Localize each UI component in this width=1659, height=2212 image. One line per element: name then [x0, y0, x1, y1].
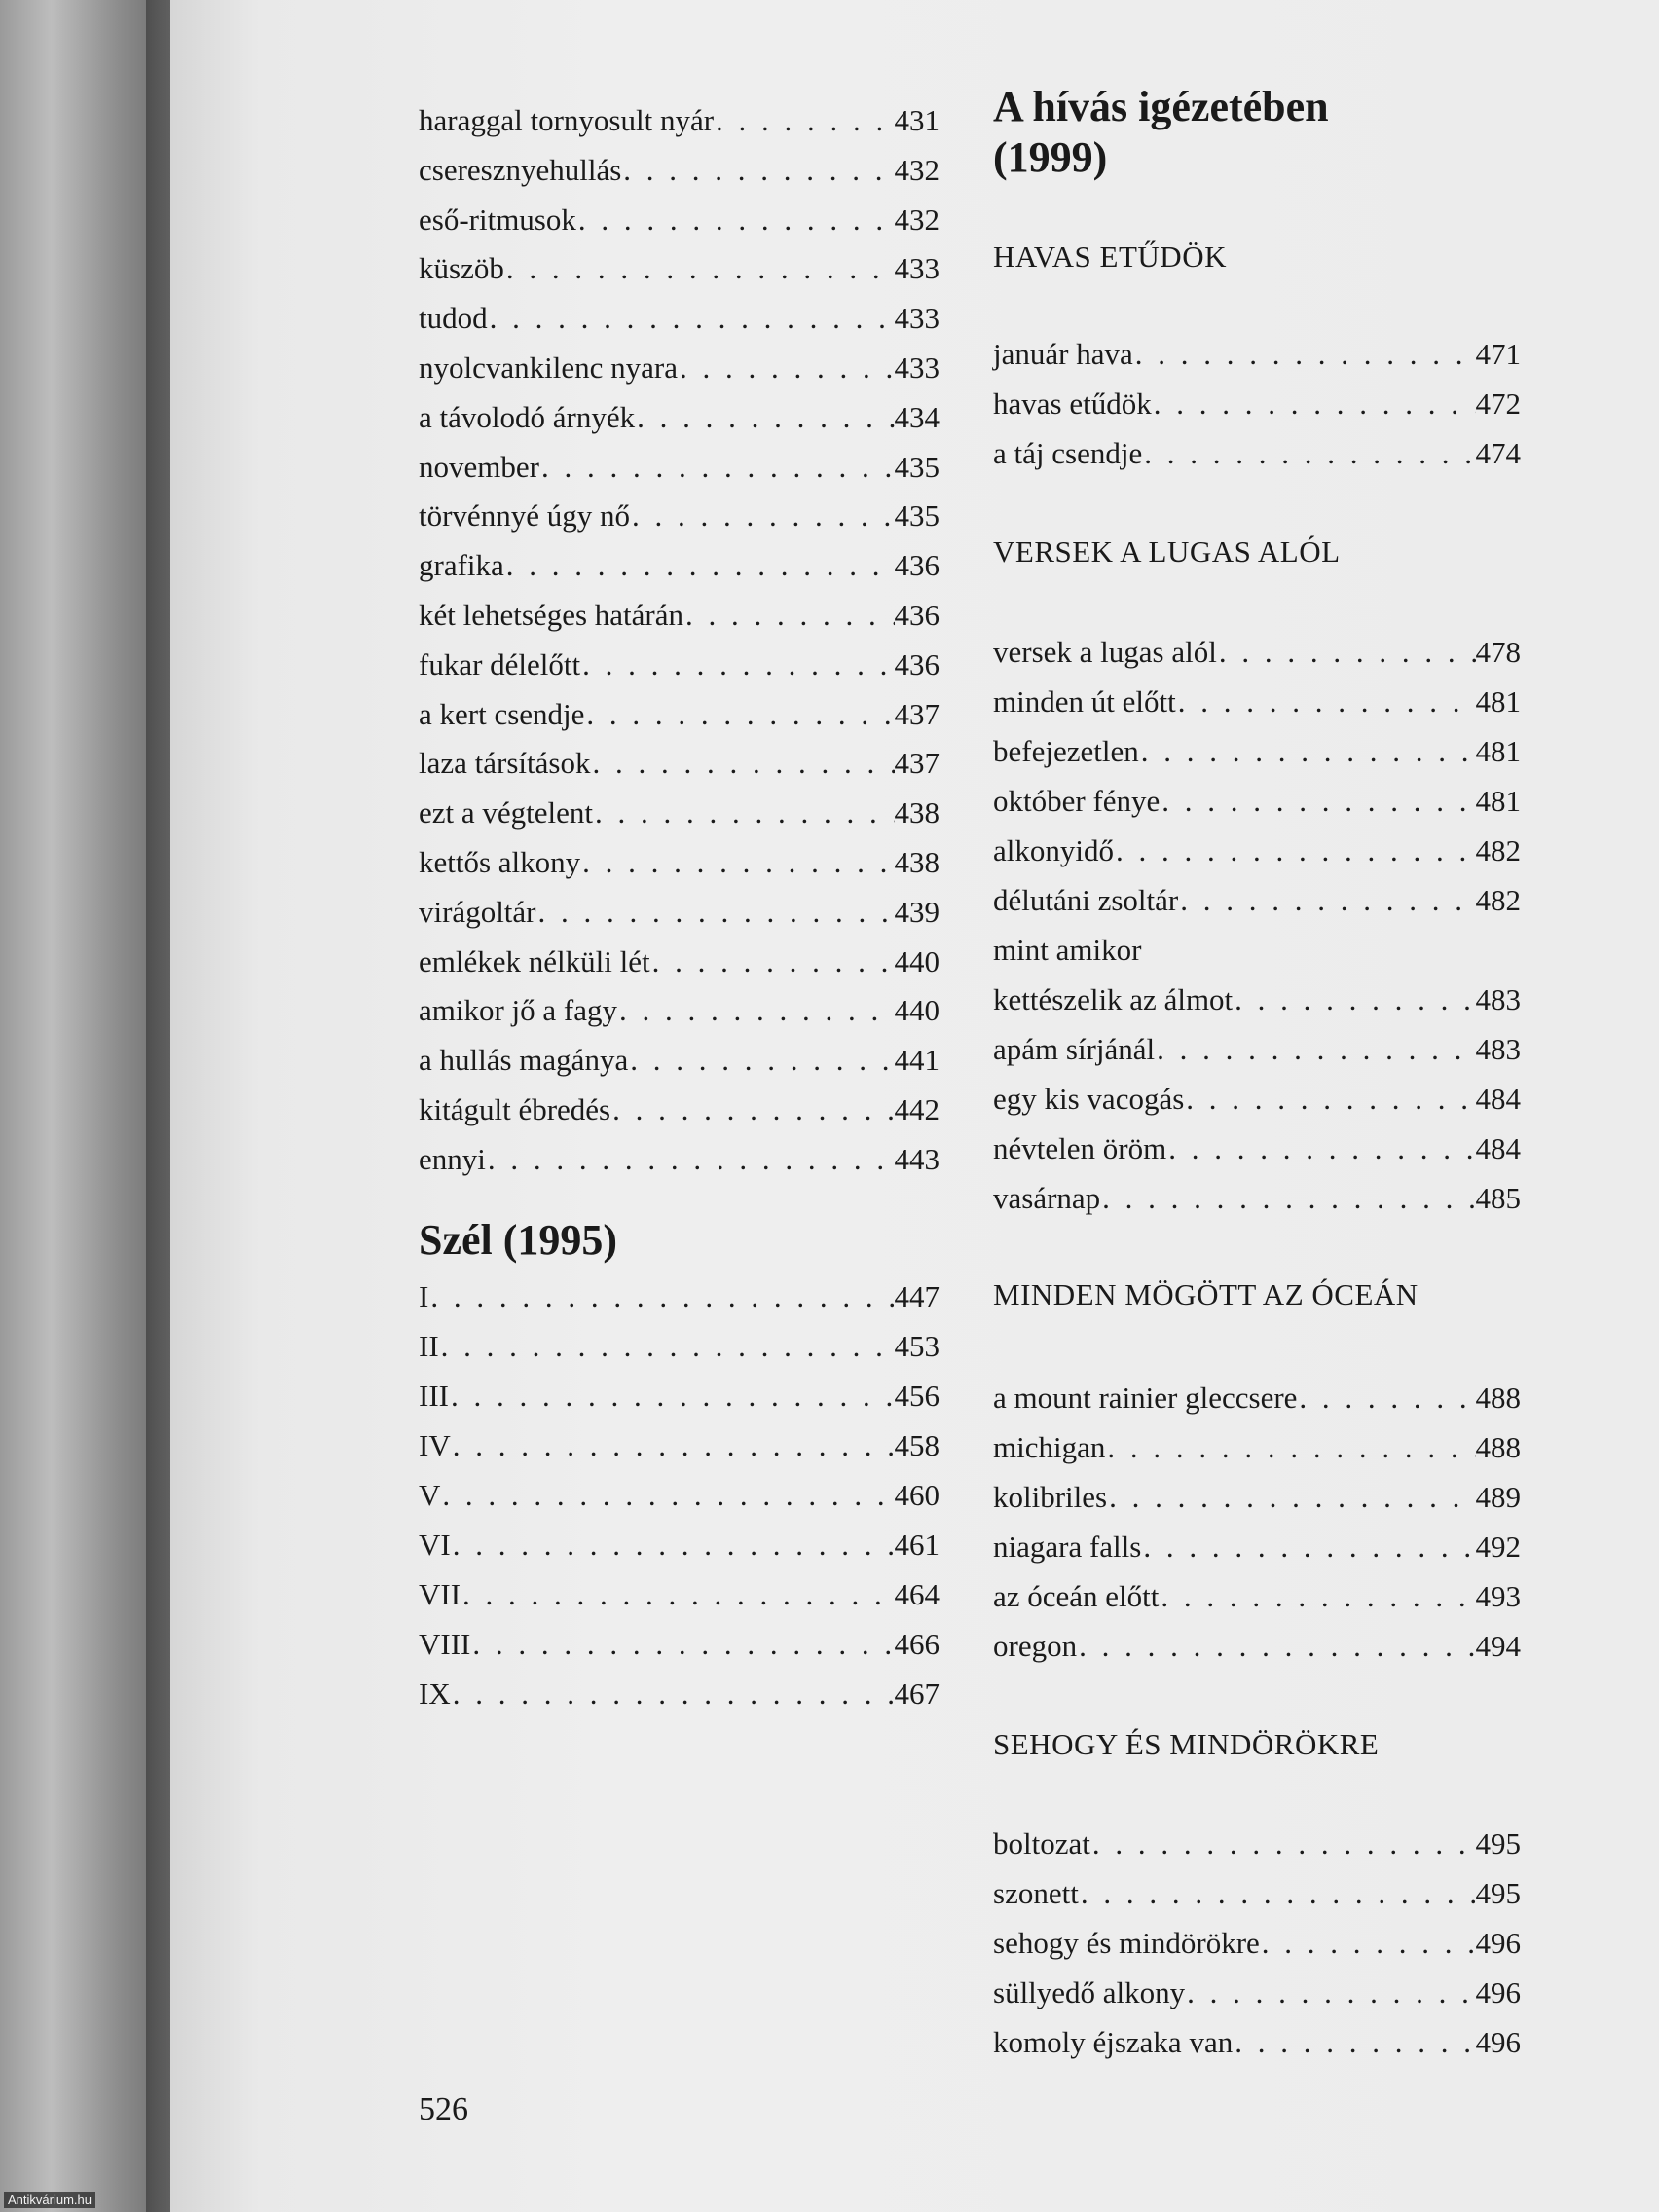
toc-entry-title: fukar délelőtt: [419, 646, 581, 682]
toc-entry-page: 484: [1475, 1082, 1521, 1116]
toc-entry-title: süllyedő alkony: [993, 1975, 1186, 2009]
toc-entry-page: 482: [1475, 833, 1521, 867]
toc-entry: [993, 1078, 1521, 1121]
toc-entry: [993, 333, 1521, 376]
dot-leader: [1166, 1127, 1475, 1170]
dot-leader: [539, 446, 895, 489]
dot-leader: [451, 1673, 895, 1715]
toc-entry-page: 464: [894, 1577, 940, 1611]
toc-entry-page: 496: [1475, 2025, 1521, 2059]
toc-entry-page: 440: [894, 943, 940, 978]
toc-entry-page: 482: [1475, 883, 1521, 917]
toc-entry-page: 438: [894, 845, 940, 879]
toc-entry-page: 435: [894, 498, 940, 534]
toc-entry-page: 436: [894, 548, 940, 583]
dot-leader: [650, 940, 895, 983]
dot-leader: [610, 1088, 894, 1131]
dot-leader: [1185, 1972, 1475, 2014]
toc-entry-title: ennyi: [419, 1141, 486, 1176]
dot-leader: [1090, 1823, 1476, 1865]
dot-leader: [580, 841, 894, 884]
dot-leader: [576, 199, 895, 241]
toc-entry: [419, 544, 940, 587]
toc-entry: [993, 1872, 1521, 1915]
toc-entry: [419, 891, 940, 934]
toc-entry-title: ezt a végtelent: [419, 795, 594, 830]
toc-entry-page: 453: [894, 1329, 940, 1363]
toc-entry-page: 436: [894, 598, 940, 632]
toc-entry-title: grafika: [419, 548, 504, 583]
toc-entry-page: 440: [894, 993, 940, 1028]
toc-entry: [419, 1275, 940, 1318]
toc-entry-title: kolibriles: [993, 1480, 1108, 1514]
toc-entry: [419, 1039, 940, 1082]
toc-entry-title: a mount rainier gleccsere: [993, 1381, 1298, 1415]
toc-entry: [993, 432, 1521, 475]
toc-entry: [993, 681, 1521, 723]
toc-entry-page: 481: [1475, 784, 1521, 818]
toc-entry: [419, 940, 940, 983]
toc-entry: [419, 297, 940, 340]
toc-entry-page: 474: [1475, 436, 1521, 470]
toc-entry-page: 496: [1475, 1975, 1521, 2009]
toc-entry: [419, 247, 940, 290]
toc-entry-title: emlékek nélküli lét: [419, 943, 650, 978]
dot-leader: [590, 742, 894, 785]
toc-entry-title: I: [419, 1279, 429, 1313]
dot-leader: [1107, 1476, 1475, 1519]
toc-entry-title: tudod: [419, 301, 488, 336]
toc-entry-title: laza társítások: [419, 746, 591, 781]
section-title: MINDEN MÖGÖTT AZ ÓCEÁN: [993, 1277, 1419, 1311]
dot-leader: [1141, 1526, 1475, 1568]
toc-entry: [419, 693, 940, 736]
toc-entry: [993, 383, 1521, 425]
toc-entry-page: 431: [894, 103, 940, 137]
toc-entry-page: 438: [894, 795, 940, 830]
book-heading-title: A hívás igézetében: [993, 83, 1329, 130]
dot-leader: [1176, 681, 1476, 723]
dot-leader: [449, 1375, 895, 1418]
toc-entry-page: 447: [894, 1279, 940, 1313]
dot-leader: [683, 594, 895, 637]
toc-entry: [419, 446, 940, 489]
dot-leader: [451, 1524, 895, 1567]
toc-entry-page: 495: [1475, 1876, 1521, 1910]
toc-entry-page: 435: [894, 449, 940, 484]
toc-entry: [419, 989, 940, 1032]
toc-entry-page: 483: [1475, 1032, 1521, 1066]
toc-entry: [993, 780, 1521, 823]
dot-leader: [617, 989, 894, 1032]
dot-leader: [504, 544, 895, 587]
toc-entry-page: 466: [894, 1627, 940, 1661]
toc-entry: [419, 1138, 940, 1181]
dot-leader: [1297, 1377, 1475, 1419]
toc-entry-page: 439: [894, 894, 940, 929]
toc-entry-title: befejezetlen: [993, 734, 1139, 768]
dot-leader: [1160, 780, 1475, 823]
toc-entry-page: 485: [1475, 1181, 1521, 1215]
toc-entry-title: kettészelik az álmot: [993, 982, 1234, 1016]
dot-leader: [678, 347, 895, 389]
toc-entry-title: VI: [419, 1528, 451, 1562]
toc-entry-page: 460: [894, 1478, 940, 1512]
dot-leader: [1233, 2021, 1475, 2064]
toc-entry: [419, 594, 940, 637]
dot-leader: [1155, 1028, 1475, 1071]
toc-entry-page: 456: [894, 1379, 940, 1413]
toc-entry-title: cseresznyehullás: [419, 152, 622, 187]
section-title: HAVAS ETŰDÖK: [993, 240, 1227, 274]
section-title: SEHOGY ÉS MINDÖRÖKRE: [993, 1727, 1380, 1761]
toc-entry: [419, 99, 940, 142]
dot-leader: [1178, 879, 1475, 922]
dot-leader: [635, 396, 894, 439]
dot-leader: [1100, 1177, 1475, 1220]
toc-entry: [993, 1526, 1521, 1568]
dot-leader: [1077, 1625, 1475, 1668]
dot-leader: [628, 1039, 894, 1082]
toc-entry: [993, 1823, 1521, 1865]
toc-entry: [993, 631, 1521, 674]
toc-entry-page: 481: [1475, 684, 1521, 719]
toc-entry-page: 471: [1475, 337, 1521, 371]
toc-entry-title: oregon: [993, 1629, 1078, 1663]
toc-entry-title: boltozat: [993, 1826, 1090, 1861]
toc-entry: [993, 1476, 1521, 1519]
toc-entry-title: a táj csendje: [993, 436, 1143, 470]
dot-leader: [440, 1474, 894, 1517]
toc-entry-title: küszöb: [419, 251, 504, 286]
dot-leader: [584, 693, 894, 736]
toc-entry: [419, 1623, 940, 1666]
toc-entry-page: 432: [894, 152, 940, 187]
dot-leader: [461, 1573, 894, 1616]
toc-entry-title: november: [419, 449, 539, 484]
toc-entry: [419, 742, 940, 785]
toc-entry: [419, 792, 940, 834]
toc-entry: [993, 2021, 1521, 2064]
toc-entry-title: nyolcvankilenc nyara: [419, 350, 678, 385]
toc-entry: [419, 396, 940, 439]
toc-entry-title: VII: [419, 1577, 461, 1611]
dot-leader: [1233, 978, 1475, 1021]
dot-leader: [1105, 1426, 1475, 1469]
toc-entry: [419, 1375, 940, 1418]
dot-leader: [630, 495, 895, 537]
toc-entry-page: 434: [894, 399, 940, 434]
toc-entry-title: a kert csendje: [419, 696, 585, 731]
toc-entry: [993, 978, 1521, 1021]
toc-entry-page: 432: [894, 202, 940, 237]
toc-entry-title: versek a lugas alól: [993, 635, 1217, 669]
toc-entry-title: amikor jő a fagy: [419, 993, 618, 1028]
toc-entry: [419, 1524, 940, 1567]
toc-entry: [993, 1972, 1521, 2014]
toc-entry-title: szonett: [993, 1876, 1079, 1910]
toc-entry: [419, 495, 940, 537]
book-heading-year: (1999): [993, 133, 1108, 181]
toc-entry-title: névtelen öröm: [993, 1131, 1167, 1165]
dot-leader: [714, 99, 894, 142]
dot-leader: [504, 247, 895, 290]
toc-entry-page: 441: [894, 1043, 940, 1078]
toc-entry: [419, 1424, 940, 1467]
toc-entry-title: a hullás magánya: [419, 1043, 629, 1078]
dot-leader: [439, 1325, 895, 1368]
toc-entry-title: január hava: [993, 337, 1133, 371]
toc-entry: [419, 644, 940, 686]
toc-entry: [419, 1325, 940, 1368]
dot-leader: [1159, 1575, 1475, 1618]
toc-entry-title: mint amikor: [993, 933, 1142, 967]
toc-entry-page: 443: [894, 1141, 940, 1176]
toc-entry-title: vasárnap: [993, 1181, 1101, 1215]
toc-entry-page: 488: [1475, 1430, 1521, 1464]
toc-entry: [993, 1377, 1521, 1419]
dot-leader: [451, 1424, 895, 1467]
toc-entry-page: 433: [894, 350, 940, 385]
toc-entry-page: 437: [894, 746, 940, 781]
toc-entry: [419, 841, 940, 884]
dot-leader: [486, 1138, 895, 1181]
dot-leader: [488, 297, 895, 340]
toc-entry-page: 467: [894, 1677, 940, 1711]
dot-leader: [536, 891, 895, 934]
toc-entry-title: apám sírjánál: [993, 1032, 1156, 1066]
toc-entry: [419, 1088, 940, 1131]
toc-entry-title: michigan: [993, 1430, 1106, 1464]
toc-entry: [993, 1177, 1521, 1220]
toc-entry-page: 496: [1475, 1926, 1521, 1960]
toc-entry-title: kitágult ébredés: [419, 1092, 611, 1126]
toc-entry-page: 433: [894, 301, 940, 336]
dot-leader: [621, 149, 894, 192]
toc-entry-title: alkonyidő: [993, 833, 1114, 867]
toc-entry-title: havas etűdök: [993, 387, 1152, 421]
dot-leader: [1079, 1872, 1476, 1915]
toc-entry-title: eső-ritmusok: [419, 202, 576, 237]
toc-entry: [993, 879, 1521, 922]
toc-entry-page: 488: [1475, 1381, 1521, 1415]
toc-entry-title: minden út előtt: [993, 684, 1176, 719]
dot-leader: [1217, 631, 1476, 674]
toc-entry-page: 489: [1475, 1480, 1521, 1514]
toc-entry: [419, 347, 940, 389]
toc-entry-title: komoly éjszaka van: [993, 2025, 1234, 2059]
szel-heading: Szél (1995): [419, 1216, 618, 1264]
dot-leader: [1142, 432, 1475, 475]
toc-entry: [993, 1028, 1521, 1071]
toc-entry-page: 481: [1475, 734, 1521, 768]
toc-entry-title: IX: [419, 1677, 451, 1711]
toc-entry-page: 493: [1475, 1579, 1521, 1613]
watermark: Antikvárium.hu: [4, 2192, 95, 2208]
toc-entry: [419, 149, 940, 192]
toc-entry: [993, 730, 1521, 773]
toc-entry-title: törvénnyé úgy nő: [419, 498, 630, 534]
toc-entry: [993, 929, 1521, 972]
toc-entry-title: haraggal tornyosult nyár: [419, 103, 715, 137]
dot-leader: [428, 1275, 894, 1318]
toc-entry-title: két lehetséges határán: [419, 598, 683, 632]
toc-entry: [993, 1575, 1521, 1618]
toc-entry-page: 461: [894, 1528, 940, 1562]
toc-entry-title: niagara falls: [993, 1530, 1142, 1564]
toc-entry-page: 458: [894, 1428, 940, 1462]
toc-entry-page: 478: [1475, 635, 1521, 669]
toc-entry: [419, 1573, 940, 1616]
toc-entry-title: III: [419, 1379, 449, 1413]
toc-entry-page: 484: [1475, 1131, 1521, 1165]
toc-entry-page: 472: [1475, 387, 1521, 421]
toc-entry-page: 437: [894, 696, 940, 731]
toc-entry-page: 433: [894, 251, 940, 286]
dot-leader: [1139, 730, 1476, 773]
dot-leader: [470, 1623, 894, 1666]
toc-entry-page: 436: [894, 646, 940, 682]
toc-entry-title: virágoltár: [419, 894, 536, 929]
toc-entry: [993, 830, 1521, 872]
toc-entry: [993, 1127, 1521, 1170]
toc-entry: [419, 199, 940, 241]
page-number: 526: [419, 2091, 468, 2127]
toc-entry-title: VIII: [419, 1627, 471, 1661]
toc-entry-page: 495: [1475, 1826, 1521, 1861]
dot-leader: [1152, 383, 1476, 425]
toc-entry-title: egy kis vacogás: [993, 1082, 1185, 1116]
dot-leader: [593, 792, 894, 834]
toc-entry-title: október fénye: [993, 784, 1161, 818]
toc-entry-page: 494: [1475, 1629, 1521, 1663]
dot-leader: [1184, 1078, 1475, 1121]
section-title: VERSEK A LUGAS ALÓL: [993, 535, 1341, 569]
toc-entry: [419, 1474, 940, 1517]
toc-entry-title: IV: [419, 1428, 451, 1462]
toc-entry: [419, 1673, 940, 1715]
toc-entry-page: 492: [1475, 1530, 1521, 1564]
toc-entry-page: 442: [894, 1092, 940, 1126]
toc-entry-title: kettős alkony: [419, 845, 581, 879]
toc-entry-title: a távolodó árnyék: [419, 399, 636, 434]
toc-entry: [993, 1625, 1521, 1668]
dot-leader: [1260, 1922, 1476, 1965]
toc-entry-title: sehogy és mindörökre: [993, 1926, 1260, 1960]
book-spine: [0, 0, 170, 2212]
dot-leader: [1133, 333, 1476, 376]
toc-entry-title: délutáni zsoltár: [993, 883, 1179, 917]
toc-entry: [993, 1426, 1521, 1469]
toc-entry-title: V: [419, 1478, 441, 1512]
toc-entry: [993, 1922, 1521, 1965]
toc-entry-page: 483: [1475, 982, 1521, 1016]
toc-entry-title: az óceán előtt: [993, 1579, 1160, 1613]
toc-entry-title: II: [419, 1329, 439, 1363]
dot-leader: [580, 644, 894, 686]
dot-leader: [1114, 830, 1476, 872]
